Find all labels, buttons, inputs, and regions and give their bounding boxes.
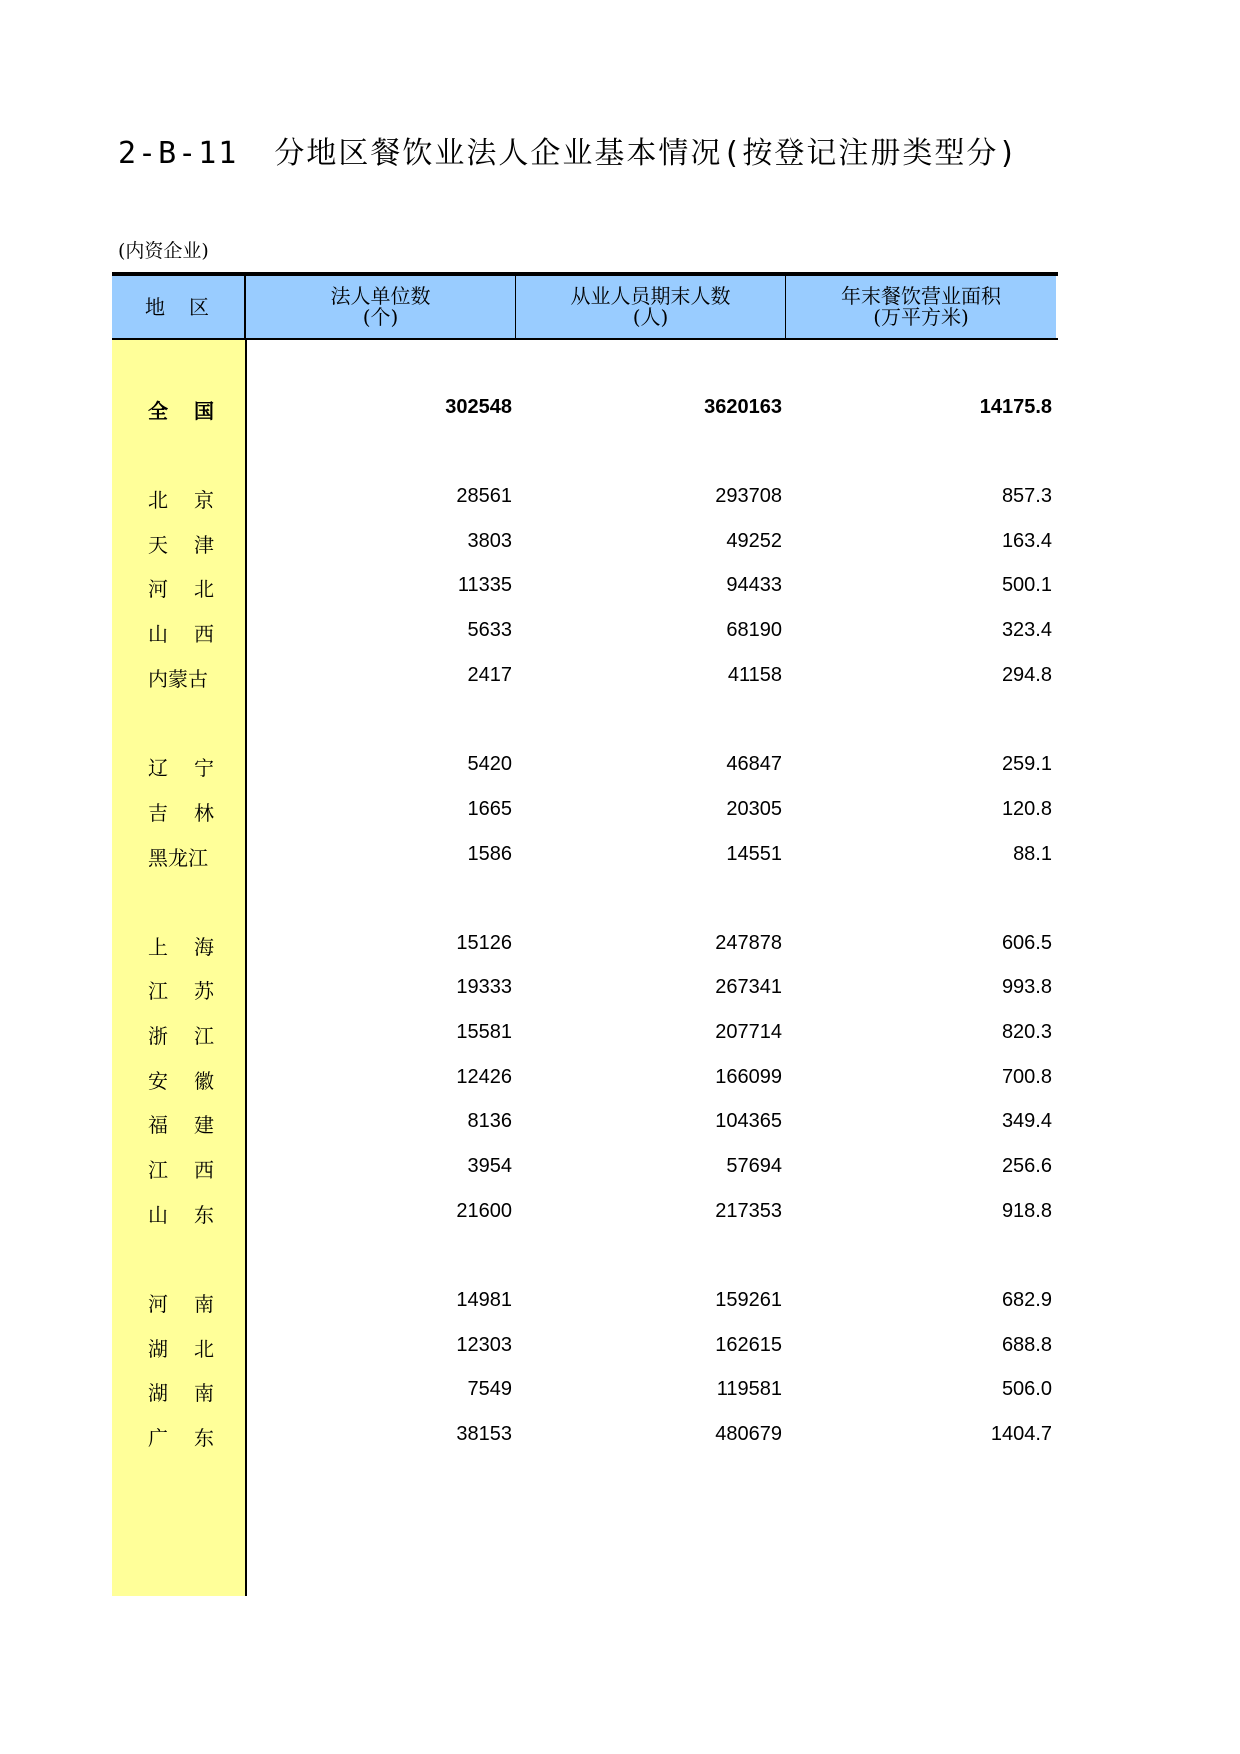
region-name-char: 北 — [194, 577, 214, 601]
table-row — [112, 1374, 1058, 1404]
region-name — [112, 749, 246, 779]
header-employees-label: 从业人员期末人数 — [570, 284, 731, 308]
table-row — [112, 749, 1058, 779]
cell-area: 820.3 — [1001, 1020, 1052, 1043]
table-code: 2-B-11 — [118, 136, 239, 171]
cell-units: 15126 — [456, 931, 512, 954]
header-region — [112, 276, 246, 338]
cell-units: 11335 — [457, 573, 512, 596]
region-name — [112, 1285, 246, 1315]
cell-units: 2417 — [467, 663, 512, 686]
cell-area: 500.1 — [1001, 573, 1052, 596]
cell-employees: 3620163 — [704, 395, 782, 418]
region-name-text: 黑龙江 — [148, 846, 208, 870]
region-name — [112, 481, 246, 511]
table-row — [112, 928, 1058, 958]
region-name-char: 苏 — [194, 979, 214, 1003]
cell-units: 5633 — [467, 618, 512, 641]
cell-area: 120.8 — [1001, 797, 1052, 820]
region-name-char: 徽 — [194, 1069, 214, 1093]
table-row — [112, 1419, 1058, 1449]
cell-units: 12426 — [456, 1065, 512, 1088]
region-name-char: 北 — [148, 488, 168, 512]
table-row-total — [112, 392, 1058, 422]
cell-employees: 68190 — [726, 618, 782, 641]
table-subtitle: (内资企业) — [118, 240, 209, 262]
region-name-char: 京 — [194, 488, 214, 512]
region-name-char: 津 — [194, 533, 214, 557]
region-name — [112, 660, 246, 690]
cell-area: 294.8 — [1001, 663, 1052, 686]
cell-employees: 162615 — [715, 1333, 782, 1356]
cell-units: 3803 — [467, 529, 512, 552]
region-name-char: 建 — [194, 1113, 214, 1137]
header-units — [246, 276, 516, 338]
cell-area: 857.3 — [1001, 484, 1052, 507]
table-row — [112, 1017, 1058, 1047]
region-name-char: 国 — [194, 399, 214, 423]
region-name-char: 湖 — [148, 1337, 168, 1361]
region-name-char: 山 — [148, 622, 168, 646]
cell-units: 21600 — [456, 1199, 512, 1222]
table-row — [112, 1196, 1058, 1226]
table-row — [112, 526, 1058, 556]
cell-area: 993.8 — [1001, 975, 1052, 998]
cell-employees: 94433 — [726, 573, 782, 596]
region-name — [112, 839, 246, 869]
page-title — [118, 128, 1019, 172]
region-name — [112, 1151, 246, 1181]
cell-area: 700.8 — [1001, 1065, 1052, 1088]
region-name — [112, 570, 246, 600]
cell-area: 14175.8 — [979, 395, 1052, 418]
cell-employees: 104365 — [715, 1109, 782, 1132]
cell-employees: 119581 — [716, 1377, 782, 1400]
region-name-char: 南 — [194, 1292, 214, 1316]
cell-area: 349.4 — [1001, 1109, 1052, 1132]
region-name-char: 广 — [148, 1426, 168, 1450]
cell-employees: 207714 — [715, 1020, 782, 1043]
table-row — [112, 615, 1058, 645]
table-row — [112, 660, 1058, 690]
region-name — [112, 1196, 246, 1226]
table-title: 分地区餐饮业法人企业基本情况(按登记注册类型分) — [274, 136, 1019, 171]
cell-units: 7549 — [467, 1377, 512, 1400]
region-name — [112, 794, 246, 824]
cell-area: 682.9 — [1001, 1288, 1052, 1311]
region-name-char: 安 — [148, 1069, 168, 1093]
region-name-char: 河 — [148, 577, 168, 601]
region-name — [112, 615, 246, 645]
region-name — [112, 972, 246, 1002]
cell-employees: 166099 — [715, 1065, 782, 1088]
cell-employees: 480679 — [715, 1422, 782, 1445]
cell-employees: 217353 — [715, 1199, 782, 1222]
region-name-char: 宁 — [194, 756, 214, 780]
cell-units: 15581 — [456, 1020, 512, 1043]
table-row — [112, 1330, 1058, 1360]
region-name-char: 吉 — [148, 801, 168, 825]
region-name-char: 东 — [194, 1203, 214, 1227]
region-name-char: 辽 — [148, 756, 168, 780]
cell-area: 259.1 — [1001, 752, 1052, 775]
header-units-unit: (个) — [362, 305, 399, 329]
cell-employees: 159261 — [715, 1288, 782, 1311]
cell-employees: 46847 — [726, 752, 782, 775]
cell-area: 88.1 — [1013, 842, 1052, 865]
cell-area: 506.0 — [1001, 1377, 1052, 1400]
table-header — [112, 276, 1058, 340]
header-units-label: 法人单位数 — [330, 284, 431, 308]
header-area-unit: (万平方米) — [873, 305, 969, 329]
table-row — [112, 839, 1058, 869]
cell-employees: 267341 — [715, 975, 782, 998]
cell-area: 323.4 — [1001, 618, 1052, 641]
cell-area: 606.5 — [1001, 931, 1052, 954]
cell-units: 14981 — [456, 1288, 512, 1311]
cell-units: 302548 — [445, 395, 512, 418]
region-name-char: 福 — [148, 1113, 168, 1137]
cell-area: 1404.7 — [990, 1422, 1052, 1445]
region-name-char: 江 — [194, 1024, 214, 1048]
region-name-char: 山 — [148, 1203, 168, 1227]
region-name-char: 江 — [148, 979, 168, 1003]
cell-units: 1665 — [467, 797, 512, 820]
region-name — [112, 1062, 246, 1092]
region-name-char: 天 — [148, 533, 168, 557]
region-name-char: 北 — [194, 1337, 214, 1361]
cell-employees: 14551 — [726, 842, 782, 865]
cell-area: 918.8 — [1001, 1199, 1052, 1222]
region-name-char: 海 — [194, 935, 214, 959]
region-name-char: 西 — [194, 1158, 214, 1182]
table-row — [112, 972, 1058, 1002]
table-row — [112, 794, 1058, 824]
cell-units: 19333 — [456, 975, 512, 998]
cell-employees: 41158 — [727, 663, 782, 686]
table-row — [112, 1285, 1058, 1315]
header-employees — [516, 276, 786, 338]
region-name — [112, 526, 246, 556]
header-area-label: 年末餐饮营业面积 — [841, 284, 1001, 308]
region-name-char: 西 — [194, 622, 214, 646]
cell-area: 256.6 — [1001, 1154, 1052, 1177]
cell-employees: 57694 — [726, 1154, 782, 1177]
cell-units: 8136 — [467, 1109, 512, 1132]
region-name — [112, 928, 246, 958]
cell-units: 28561 — [456, 484, 512, 507]
region-name-text: 内蒙古 — [148, 667, 208, 691]
header-employees-unit: (人) — [632, 305, 669, 329]
region-name-char: 河 — [148, 1292, 168, 1316]
region-name — [112, 1374, 246, 1404]
cell-units: 3954 — [467, 1154, 512, 1177]
table-row — [112, 1106, 1058, 1136]
region-name — [112, 392, 246, 422]
cell-units: 1586 — [467, 842, 512, 865]
region-name-char: 上 — [148, 935, 168, 959]
cell-units: 12303 — [456, 1333, 512, 1356]
region-name — [112, 1330, 246, 1360]
cell-employees: 20305 — [726, 797, 782, 820]
region-name-char: 浙 — [148, 1024, 168, 1048]
cell-units: 38153 — [456, 1422, 512, 1445]
header-area — [786, 276, 1056, 338]
region-name-char: 江 — [148, 1158, 168, 1182]
data-table — [112, 272, 1058, 1450]
region-name-char: 林 — [194, 801, 214, 825]
region-name — [112, 1017, 246, 1047]
table-row — [112, 1151, 1058, 1181]
cell-employees: 247878 — [715, 931, 782, 954]
region-name-char: 湖 — [148, 1381, 168, 1405]
region-name — [112, 1419, 246, 1449]
region-name-char: 东 — [194, 1426, 214, 1450]
cell-area: 163.4 — [1001, 529, 1052, 552]
table-row — [112, 1062, 1058, 1092]
cell-employees: 49252 — [726, 529, 782, 552]
cell-area: 688.8 — [1001, 1333, 1052, 1356]
cell-units: 5420 — [467, 752, 512, 775]
region-name-char: 南 — [194, 1381, 214, 1405]
region-name-char: 全 — [148, 399, 168, 423]
header-region-label: 地 区 — [145, 294, 211, 319]
table-row — [112, 570, 1058, 600]
region-name — [112, 1106, 246, 1136]
cell-employees: 293708 — [715, 484, 782, 507]
table-row — [112, 481, 1058, 511]
